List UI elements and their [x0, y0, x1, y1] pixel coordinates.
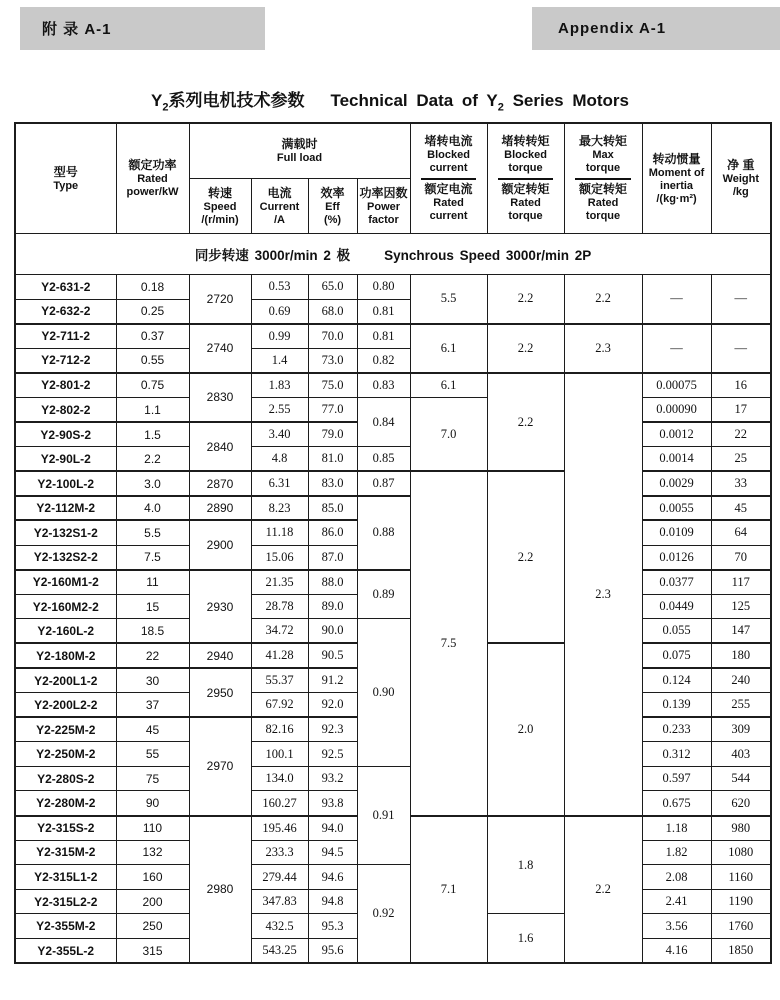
- col-header-inertia: 转动惯量 Moment of inertia /(kg·m²): [642, 123, 711, 234]
- power-cell: 11: [116, 570, 189, 595]
- power-cell: 1.1: [116, 397, 189, 422]
- col-header-eff: 效率 Eff (%): [308, 179, 357, 234]
- inertia-cell: 4.16: [642, 939, 711, 964]
- col-header-weight: 净 重 Weight /kg: [711, 123, 771, 234]
- current-cell: 67.92: [251, 693, 308, 718]
- header-row-1: [15, 123, 771, 179]
- eff-cell: 75.0: [308, 373, 357, 398]
- inertia-cell: 0.0377: [642, 570, 711, 595]
- weight-cell: 1850: [711, 939, 771, 964]
- type-cell: Y2-355L-2: [15, 939, 116, 964]
- type-cell: Y2-160M1-2: [15, 570, 116, 595]
- type-cell: Y2-801-2: [15, 373, 116, 398]
- pf-cell: 0.81: [357, 324, 410, 349]
- weight-cell: 544: [711, 766, 771, 791]
- eff-cell: 95.3: [308, 914, 357, 939]
- table-row: [15, 496, 771, 521]
- table-row: [15, 619, 771, 644]
- power-cell: 0.55: [116, 348, 189, 373]
- power-cell: 3.0: [116, 471, 189, 496]
- inertia-cell: 2.08: [642, 865, 711, 890]
- type-cell: Y2-280M-2: [15, 791, 116, 816]
- table-row: [15, 324, 771, 349]
- power-cell: 37: [116, 693, 189, 718]
- table-row: [15, 373, 771, 398]
- speed-cell: 2930: [189, 570, 251, 644]
- type-cell: Y2-90L-2: [15, 447, 116, 472]
- eff-cell: 94.5: [308, 840, 357, 865]
- power-cell: 30: [116, 668, 189, 693]
- power-cell: 0.18: [116, 275, 189, 300]
- type-cell: Y2-180M-2: [15, 643, 116, 668]
- blocked-torque-cell: 2.2: [487, 275, 564, 324]
- current-cell: 34.72: [251, 619, 308, 644]
- current-cell: 134.0: [251, 766, 308, 791]
- eff-cell: 70.0: [308, 324, 357, 349]
- eff-cell: 92.3: [308, 717, 357, 742]
- type-cell: Y2-160M2-2: [15, 594, 116, 619]
- inertia-cell: 0.075: [642, 643, 711, 668]
- eff-cell: 87.0: [308, 545, 357, 570]
- eff-cell: 77.0: [308, 397, 357, 422]
- type-cell: Y2-132S2-2: [15, 545, 116, 570]
- weight-cell: 17: [711, 397, 771, 422]
- eff-cell: 65.0: [308, 275, 357, 300]
- type-cell: Y2-112M-2: [15, 496, 116, 521]
- type-cell: Y2-132S1-2: [15, 520, 116, 545]
- type-cell: Y2-160L-2: [15, 619, 116, 644]
- current-cell: 6.31: [251, 471, 308, 496]
- weight-cell: 64: [711, 520, 771, 545]
- speed-cell: 2970: [189, 717, 251, 815]
- weight-cell: 22: [711, 422, 771, 447]
- type-cell: Y2-225M-2: [15, 717, 116, 742]
- weight-cell: 147: [711, 619, 771, 644]
- eff-cell: 92.0: [308, 693, 357, 718]
- power-cell: 132: [116, 840, 189, 865]
- weight-cell: 125: [711, 594, 771, 619]
- current-cell: 432.5: [251, 914, 308, 939]
- power-cell: 18.5: [116, 619, 189, 644]
- current-cell: 8.23: [251, 496, 308, 521]
- weight-cell: 1080: [711, 840, 771, 865]
- table-row: [15, 471, 771, 496]
- eff-cell: 94.8: [308, 889, 357, 914]
- eff-cell: 68.0: [308, 299, 357, 324]
- blocked-current-cell: 7.1: [410, 816, 487, 964]
- eff-cell: 83.0: [308, 471, 357, 496]
- blocked-current-cell: 6.1: [410, 373, 487, 398]
- pf-cell: 0.82: [357, 348, 410, 373]
- col-header-max-torque: 最大转矩 Max torque 额定转矩 Rated torque: [564, 123, 642, 234]
- pf-cell: 0.90: [357, 619, 410, 767]
- max-torque-cell: 2.2: [564, 816, 642, 964]
- type-cell: Y2-280S-2: [15, 766, 116, 791]
- blocked-current-cell: 7.0: [410, 397, 487, 471]
- eff-cell: 90.5: [308, 643, 357, 668]
- type-cell: Y2-355M-2: [15, 914, 116, 939]
- blocked-current-cell: 6.1: [410, 324, 487, 373]
- weight-cell: 25: [711, 447, 771, 472]
- power-cell: 250: [116, 914, 189, 939]
- type-cell: Y2-315L1-2: [15, 865, 116, 890]
- eff-cell: 73.0: [308, 348, 357, 373]
- eff-cell: 79.0: [308, 422, 357, 447]
- pf-cell: 0.92: [357, 865, 410, 963]
- power-cell: 160: [116, 865, 189, 890]
- fraction-line: [498, 178, 553, 180]
- inertia-cell: 0.0109: [642, 520, 711, 545]
- speed-cell: 2840: [189, 422, 251, 471]
- weight-cell: 309: [711, 717, 771, 742]
- type-cell: Y2-315L2-2: [15, 889, 116, 914]
- weight-cell: 980: [711, 816, 771, 841]
- type-cell: Y2-315S-2: [15, 816, 116, 841]
- power-cell: 110: [116, 816, 189, 841]
- speed-cell: 2720: [189, 275, 251, 324]
- weight-cell: —: [711, 324, 771, 373]
- current-cell: 11.18: [251, 520, 308, 545]
- type-cell: Y2-100L-2: [15, 471, 116, 496]
- weight-cell: 620: [711, 791, 771, 816]
- blocked-torque-cell: 1.6: [487, 914, 564, 963]
- title-en: Technical Data of $Y_2$ Series Motors: [330, 91, 629, 114]
- weight-cell: 255: [711, 693, 771, 718]
- inertia-cell: 0.124: [642, 668, 711, 693]
- eff-cell: 94.0: [308, 816, 357, 841]
- speed-cell: 2740: [189, 324, 251, 373]
- table-row: [15, 397, 771, 422]
- type-cell: Y2-631-2: [15, 275, 116, 300]
- max-torque-cell: 2.2: [564, 275, 642, 324]
- type-cell: Y2-632-2: [15, 299, 116, 324]
- weight-cell: —: [711, 275, 771, 324]
- blocked-torque-cell: 2.2: [487, 373, 564, 471]
- power-cell: 55: [116, 742, 189, 767]
- type-cell: Y2-711-2: [15, 324, 116, 349]
- pf-cell: 0.81: [357, 299, 410, 324]
- inertia-cell: 0.0014: [642, 447, 711, 472]
- weight-cell: 70: [711, 545, 771, 570]
- pf-cell: 0.83: [357, 373, 410, 398]
- weight-cell: 1190: [711, 889, 771, 914]
- weight-cell: 33: [711, 471, 771, 496]
- type-cell: Y2-315M-2: [15, 840, 116, 865]
- weight-cell: 16: [711, 373, 771, 398]
- type-cell: Y2-712-2: [15, 348, 116, 373]
- power-cell: 75: [116, 766, 189, 791]
- inertia-cell: 0.312: [642, 742, 711, 767]
- pf-cell: 0.85: [357, 447, 410, 472]
- current-cell: 195.46: [251, 816, 308, 841]
- type-cell: Y2-200L2-2: [15, 693, 116, 718]
- speed-cell: 2950: [189, 668, 251, 717]
- current-cell: 0.53: [251, 275, 308, 300]
- inertia-cell: 0.675: [642, 791, 711, 816]
- power-cell: 15: [116, 594, 189, 619]
- col-header-current: 电流 Current /A: [251, 179, 308, 234]
- pf-cell: 0.87: [357, 471, 410, 496]
- inertia-cell: 1.82: [642, 840, 711, 865]
- blocked-current-cell: 5.5: [410, 275, 487, 324]
- current-cell: 160.27: [251, 791, 308, 816]
- inertia-cell: 0.0012: [642, 422, 711, 447]
- current-cell: 82.16: [251, 717, 308, 742]
- weight-cell: 117: [711, 570, 771, 595]
- pf-cell: 0.84: [357, 397, 410, 446]
- blocked-torque-cell: 2.2: [487, 324, 564, 373]
- power-cell: 2.2: [116, 447, 189, 472]
- pf-cell: 0.88: [357, 496, 410, 570]
- blocked-current-cell: 7.5: [410, 471, 487, 815]
- inertia-cell: —: [642, 324, 711, 373]
- appendix-label-en: [532, 7, 780, 50]
- inertia-cell: 0.00090: [642, 397, 711, 422]
- eff-cell: 90.0: [308, 619, 357, 644]
- current-cell: 3.40: [251, 422, 308, 447]
- current-cell: 28.78: [251, 594, 308, 619]
- eff-cell: 91.2: [308, 668, 357, 693]
- col-header-type: 型号 Type: [15, 123, 116, 234]
- appendix-label-zh: [20, 7, 265, 50]
- eff-cell: 81.0: [308, 447, 357, 472]
- table-row: [15, 275, 771, 300]
- power-cell: 4.0: [116, 496, 189, 521]
- inertia-cell: 0.139: [642, 693, 711, 718]
- table-row: [15, 766, 771, 791]
- col-header-pf: 功率因数 Power factor: [357, 179, 410, 234]
- power-cell: 90: [116, 791, 189, 816]
- current-cell: 279.44: [251, 865, 308, 890]
- eff-cell: 88.0: [308, 570, 357, 595]
- eff-cell: 93.8: [308, 791, 357, 816]
- col-header-speed: 转速 Speed /(r/min): [189, 179, 251, 234]
- current-cell: 0.99: [251, 324, 308, 349]
- current-cell: 4.8: [251, 447, 308, 472]
- type-cell: Y2-802-2: [15, 397, 116, 422]
- appendix-label-en-text: Appendix A-1: [558, 20, 667, 37]
- section-title: 同步转速 3000r/min 2 极 Synchrous Speed 3000r/min 2P: [15, 234, 771, 275]
- speed-cell: 2900: [189, 520, 251, 569]
- inertia-cell: 0.0449: [642, 594, 711, 619]
- weight-cell: 180: [711, 643, 771, 668]
- inertia-cell: 1.18: [642, 816, 711, 841]
- eff-cell: 95.6: [308, 939, 357, 964]
- weight-cell: 1760: [711, 914, 771, 939]
- speed-cell: 2890: [189, 496, 251, 521]
- current-cell: 15.06: [251, 545, 308, 570]
- col-header-power: 额定功率 Rated power/kW: [116, 123, 189, 234]
- type-cell: Y2-90S-2: [15, 422, 116, 447]
- current-cell: 1.83: [251, 373, 308, 398]
- current-cell: 21.35: [251, 570, 308, 595]
- current-cell: 2.55: [251, 397, 308, 422]
- eff-cell: 93.2: [308, 766, 357, 791]
- current-cell: 543.25: [251, 939, 308, 964]
- appendix-label-zh-text: 附 录 A-1: [42, 21, 112, 38]
- pf-cell: 0.80: [357, 275, 410, 300]
- col-header-full-load: 满载时 Full load: [189, 123, 410, 179]
- current-cell: 55.37: [251, 668, 308, 693]
- inertia-cell: 3.56: [642, 914, 711, 939]
- current-cell: 1.4: [251, 348, 308, 373]
- type-cell: Y2-200L1-2: [15, 668, 116, 693]
- eff-cell: 94.6: [308, 865, 357, 890]
- blocked-torque-cell: 2.0: [487, 643, 564, 815]
- power-cell: 0.37: [116, 324, 189, 349]
- power-cell: 7.5: [116, 545, 189, 570]
- power-cell: 22: [116, 643, 189, 668]
- power-cell: 0.75: [116, 373, 189, 398]
- eff-cell: 89.0: [308, 594, 357, 619]
- pf-cell: 0.89: [357, 570, 410, 619]
- current-cell: 41.28: [251, 643, 308, 668]
- col-header-blocked-torque: 堵转转矩 Blocked torque 额定转矩 Rated torque: [487, 123, 564, 234]
- page-title: [0, 86, 780, 113]
- fraction-line: [575, 178, 630, 180]
- current-cell: 100.1: [251, 742, 308, 767]
- type-cell: Y2-250M-2: [15, 742, 116, 767]
- power-cell: 0.25: [116, 299, 189, 324]
- eff-cell: 92.5: [308, 742, 357, 767]
- title-zh: $Y_2$系列电机技术参数: [151, 91, 305, 114]
- power-cell: 315: [116, 939, 189, 964]
- inertia-cell: 2.41: [642, 889, 711, 914]
- inertia-cell: —: [642, 275, 711, 324]
- weight-cell: 403: [711, 742, 771, 767]
- power-cell: 45: [116, 717, 189, 742]
- blocked-torque-cell: 2.2: [487, 471, 564, 643]
- table-row: [15, 570, 771, 595]
- pf-cell: 0.91: [357, 766, 410, 864]
- current-cell: 0.69: [251, 299, 308, 324]
- speed-cell: 2830: [189, 373, 251, 422]
- inertia-cell: 0.0055: [642, 496, 711, 521]
- inertia-cell: 0.055: [642, 619, 711, 644]
- table-row: [15, 447, 771, 472]
- current-cell: 233.3: [251, 840, 308, 865]
- current-cell: 347.83: [251, 889, 308, 914]
- weight-cell: 240: [711, 668, 771, 693]
- table-row: [15, 865, 771, 890]
- inertia-cell: 0.00075: [642, 373, 711, 398]
- section-row: [15, 234, 771, 275]
- blocked-torque-cell: 1.8: [487, 816, 564, 914]
- speed-cell: 2980: [189, 816, 251, 964]
- weight-cell: 1160: [711, 865, 771, 890]
- col-header-blocked-current: 堵转电流 Blocked current 额定电流 Rated current: [410, 123, 487, 234]
- max-torque-cell: 2.3: [564, 373, 642, 816]
- power-cell: 1.5: [116, 422, 189, 447]
- weight-cell: 45: [711, 496, 771, 521]
- inertia-cell: 0.597: [642, 766, 711, 791]
- power-cell: 5.5: [116, 520, 189, 545]
- eff-cell: 85.0: [308, 496, 357, 521]
- power-cell: 200: [116, 889, 189, 914]
- eff-cell: 86.0: [308, 520, 357, 545]
- fraction-line: [421, 178, 476, 180]
- motor-data-table: [14, 122, 772, 964]
- max-torque-cell: 2.3: [564, 324, 642, 373]
- inertia-cell: 0.233: [642, 717, 711, 742]
- inertia-cell: 0.0029: [642, 471, 711, 496]
- speed-cell: 2940: [189, 643, 251, 668]
- speed-cell: 2870: [189, 471, 251, 496]
- inertia-cell: 0.0126: [642, 545, 711, 570]
